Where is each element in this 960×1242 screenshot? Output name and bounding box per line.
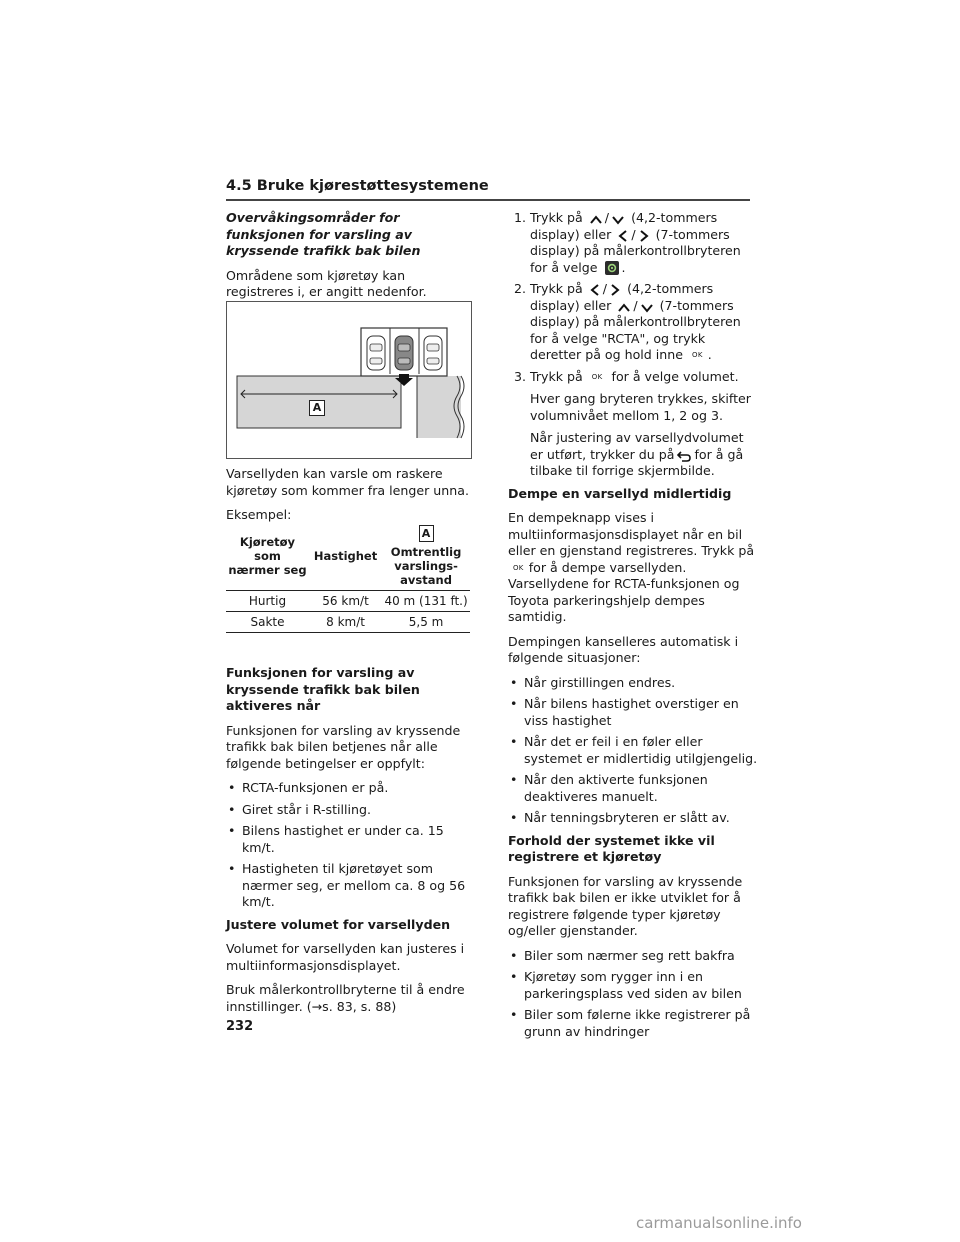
chevron-down-icon <box>641 303 653 313</box>
col-header-distance <box>382 522 470 591</box>
list-item: • Når girstillingen endres. <box>508 675 758 692</box>
step-3: 3. Trykk på OK for å velge volumet. Hver gang bryteren trykkes, skifter volumnivået mellom 1, 2 og 3. Når justering av varsellydvolumet er utført, trykker du på for å gå tilbake til forrige skjermbilde. <box>508 369 758 480</box>
table-cell: 8 km/t <box>326 615 365 629</box>
mute-text-1: En dempeknapp vises i multiinformasjonsdisplayet når en bil eller en gjenstand registreres. Trykk påOK for å dempe varsellyden. Varsellydene for RCTA-funksjonen og Toyota parkeringshjelp dempes samtidig. <box>508 510 755 624</box>
conditions-heading: Forhold der systemet ikke vil registrere et kjøretøy <box>508 832 715 864</box>
step3-detail-1: Hver gang bryteren trykkes, skifter volumnivået mellom 1, 2 og 3. <box>530 391 751 423</box>
right-column <box>508 210 758 1046</box>
activation-intro: Funksjonen for varsling av kryssende trafikk bak bilen betjenes når alle følgende betingelser er oppfylt: <box>226 722 461 771</box>
list-item: • Når det er feil i en føler eller systemet er midlertidig utilgjengelig. <box>508 734 758 767</box>
list-item: • Når tenningsbryteren er slått av. <box>508 810 758 827</box>
list-item: • RCTA-funksjonen er på. <box>226 780 474 797</box>
volume-heading: Justere volumet for varsellyden <box>226 916 451 932</box>
warning-distance-text: Varsellyden kan varsle om raskere kjøretøy som kommer fra lenger unna. <box>226 466 469 498</box>
table-cell: Hurtig <box>248 594 287 608</box>
settings-gear-icon <box>605 261 619 275</box>
conditions-text: Funksjonen for varsling av kryssende trafikk bak bilen er ikke utviklet for å registrere følgende typer kjøretøy og/eller gjenstander. <box>508 873 743 938</box>
monitor-area-heading: Overvåkingsområder for funksjonen for varsling av kryssende trafikk bak bilen <box>226 210 421 258</box>
area-badge-a: A <box>419 525 434 542</box>
detection-area-illustration <box>227 302 471 458</box>
chevron-down-icon <box>612 215 624 225</box>
section-header: 4.5 Bruke kjørestøttesystemene <box>226 178 489 194</box>
watermark: carmanualsonline.info <box>636 1214 802 1232</box>
monitor-area-intro: Områdene som kjøretøy kan registreres i, er angitt nedenfor. <box>226 267 427 299</box>
step-1: 1. Trykk på / (4,2-tommers display) eller / (7-tommers display) på målerkontrollbryteren for å velge . <box>514 210 741 275</box>
col-header-speed: Hastighet <box>313 549 378 563</box>
table-row <box>226 591 470 612</box>
activation-conditions <box>226 780 474 911</box>
step-2: 2. Trykk på / (4,2-tommers display) eller / (7-tommers display) på målerkontrollbryteren for å velge "RCTA", og trykk deretter på og hold inne OK . <box>514 281 741 362</box>
back-arrow-icon <box>677 451 691 462</box>
example-table <box>226 522 470 633</box>
table-cell: Sakte <box>250 615 285 629</box>
list-item: • Når den aktiverte funksjonen deaktiveres manuelt. <box>508 772 758 805</box>
chevron-right-icon <box>610 284 620 296</box>
list-item: • Når bilens hastighet overstiger en viss hastighet <box>508 696 758 729</box>
col-header-vehicle: Kjøretøy som nærmer seg <box>228 535 307 577</box>
col-header-distance-label: Omtrentlig varslings-avstand <box>390 545 462 587</box>
ok-icon: OK <box>692 351 703 359</box>
example-label: Eksempel: <box>226 507 292 522</box>
chevron-up-icon <box>618 303 630 313</box>
mute-text-2: Dempingen kanselleres automatisk i følgende situasjoner: <box>508 633 739 665</box>
detection-area-diagram <box>226 301 472 459</box>
mute-heading: Dempe en varsellyd midlertidig <box>508 485 732 501</box>
list-item: • Hastigheten til kjøretøyet som nærmer seg, er mellom ca. 8 og 56 km/t. <box>226 861 474 911</box>
list-item: • Biler som nærmer seg rett bakfra <box>508 948 758 965</box>
left-column-bottom <box>226 665 474 1023</box>
page-number: 232 <box>226 1019 254 1034</box>
volume-text-1: Volumet for varsellyden kan justeres i multiinformasjonsdisplayet. <box>226 941 465 973</box>
mute-cancel-list <box>508 675 758 827</box>
table-cell: 56 km/t <box>322 594 369 608</box>
list-item: • Biler som følerne ikke registrerer på grunn av hindringer <box>508 1007 758 1040</box>
table-cell: 40 m (131 ft.) <box>384 594 468 608</box>
header-rule <box>226 199 750 201</box>
conditions-list <box>508 948 758 1041</box>
list-item: • Bilens hastighet er under ca. 15 km/t. <box>226 823 474 856</box>
area-label-a: A <box>309 400 325 416</box>
list-item: • Giret står i R-stilling. <box>226 802 474 819</box>
chevron-up-icon <box>590 215 602 225</box>
chevron-left-icon <box>618 230 628 242</box>
activation-heading: Funksjonen for varsling av kryssende trafikk bak bilen aktiveres når <box>226 665 420 713</box>
table-cell: 5,5 m <box>408 615 444 629</box>
step3-detail-2: Når justering av varsellydvolumet er utført, trykker du på for å gå tilbake til forrige skjermbilde. <box>530 430 744 478</box>
volume-text-2: Bruk målerkontrollbryterne til å endre innstillinger. (→s. 83, s. 88) <box>226 982 465 1014</box>
chevron-left-icon <box>590 284 600 296</box>
volume-steps <box>508 210 758 480</box>
chevron-right-icon <box>639 230 649 242</box>
left-column-top <box>226 210 474 309</box>
list-item: • Kjøretøy som rygger inn i en parkeringsplass ved siden av bilen <box>508 969 758 1002</box>
ok-icon: OK <box>591 372 603 381</box>
ok-icon: OK <box>513 563 524 572</box>
table-row <box>226 612 470 633</box>
